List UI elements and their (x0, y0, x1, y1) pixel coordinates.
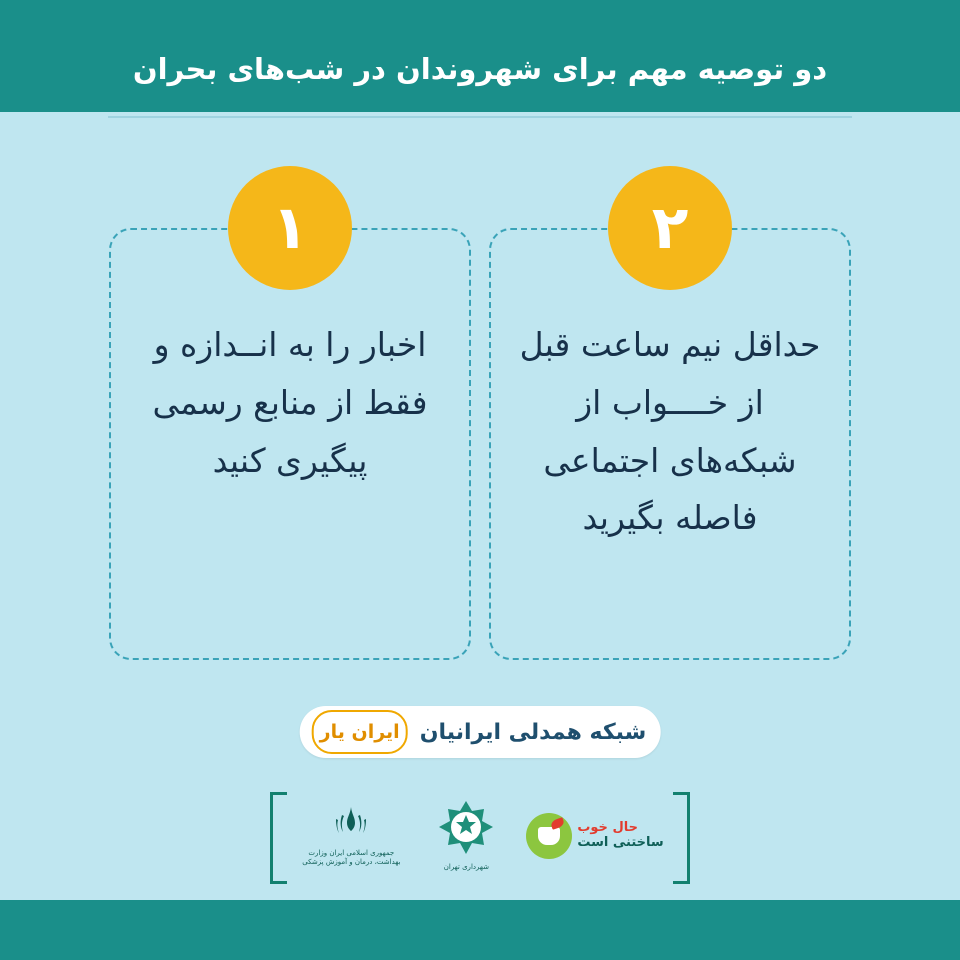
cards-container (0, 193, 960, 660)
tip-text: حداقل نیم ساعت قبل از خــــواب از شبکه‌های اجتماعی فاصله بگیرید (519, 325, 821, 538)
tip-card-2 (489, 193, 851, 660)
bracket-right-icon (673, 792, 690, 884)
tip-number-badge: ۱ (228, 166, 352, 290)
good-feeling-icon (526, 813, 663, 859)
page-title: دو توصیه مهم برای شهروندان در شب‌های بحران (132, 52, 828, 86)
brand-name: شبکه همدلی ایرانیان (419, 719, 647, 745)
good-feeling-words (577, 821, 663, 851)
tip-number-badge: ۲ (608, 166, 732, 290)
iran-emblem-icon (334, 805, 368, 845)
org-logos-row (270, 784, 690, 888)
tehran-municipality-icon (436, 799, 496, 859)
title-divider (108, 116, 852, 118)
org-good-feeling (526, 813, 663, 859)
org-caption: جمهوری اسلامی ایران وزارت بهداشت، درمان و آموزش پزشکی (302, 848, 401, 866)
tip-text: اخبار را به انــدازه و فقط از منابع رسمی پیگیری کنید (152, 325, 428, 480)
org-tehran-municipality (436, 799, 496, 872)
iranyar-logo: ایران یار (312, 710, 408, 754)
org-ministry-of-health (296, 805, 406, 868)
health-apple-icon (526, 813, 572, 859)
tip-card-1 (109, 193, 471, 660)
good-feeling-line2: ساختنی است (577, 835, 664, 850)
bracket-left-icon (270, 792, 287, 884)
footer-band (0, 900, 960, 960)
brand-bar (300, 706, 661, 758)
org-caption: شهرداری تهران (443, 863, 489, 872)
good-feeling-line1: حال خوب (577, 820, 638, 836)
